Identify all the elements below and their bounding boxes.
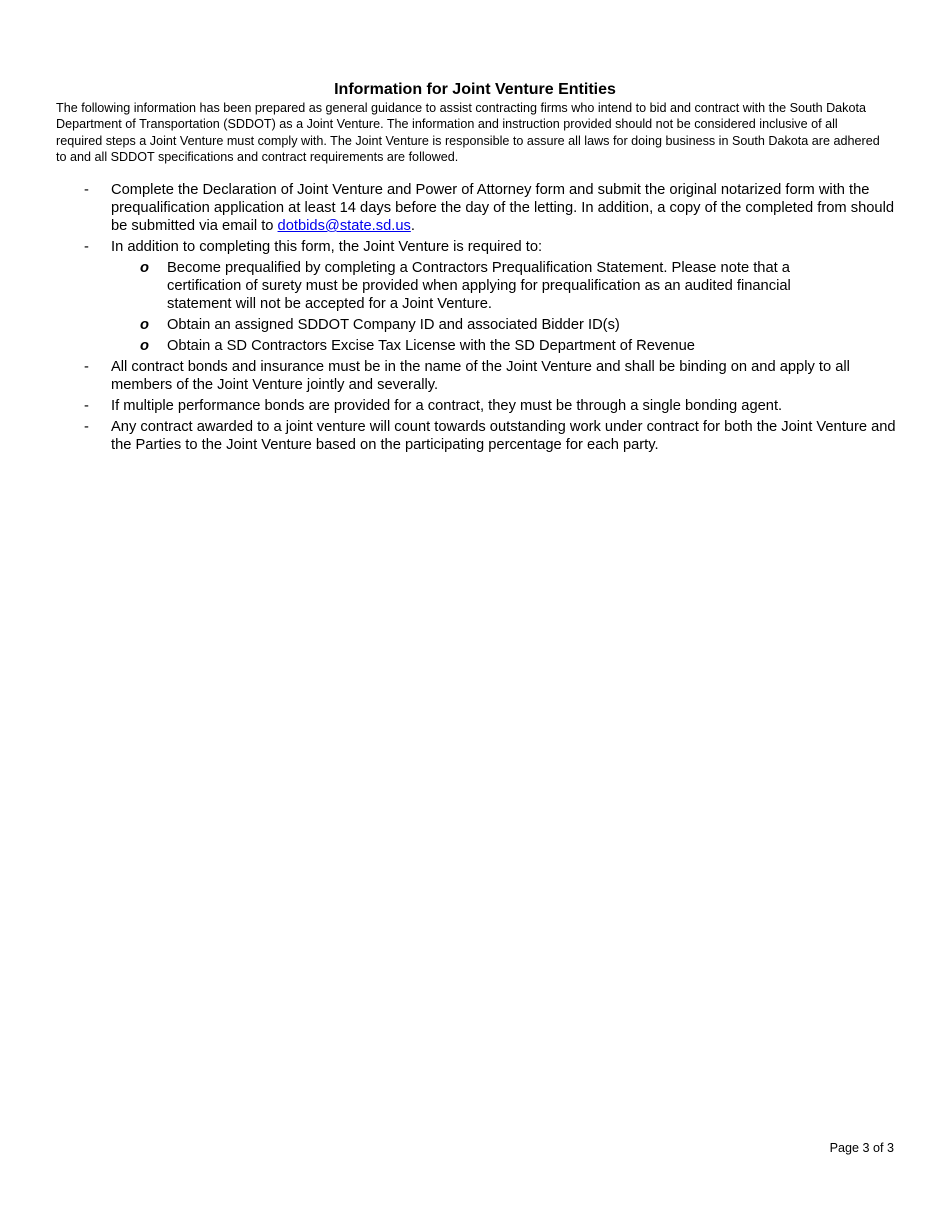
circle-bullet-icon: o	[140, 317, 149, 333]
list-item-text: Any contract awarded to a joint venture will count towards outstanding work under contract for both the Joint Venture and the Parties to the Joint Venture based on the participating percentage for each party.	[111, 419, 896, 453]
email-link[interactable]: dotbids@state.sd.us	[277, 218, 411, 234]
list-item-performance-bonds	[56, 397, 906, 415]
sub-item-prequalified	[111, 259, 847, 313]
list-item-contract-award	[56, 418, 906, 454]
page-title: Information for Joint Venture Entities	[334, 81, 616, 98]
list-item-text-end: .	[410, 218, 415, 234]
sub-item-company-id	[111, 316, 847, 334]
requirements-list	[56, 181, 906, 457]
list-item-bonds-insurance	[56, 358, 906, 394]
dash-bullet: -	[84, 419, 89, 435]
intro-paragraph: The following information has been prepared as general guidance to assist contracting firms who intend to bid and contract with the South Dakota Department of Transportation (SDDOT) as a Joint Venture. The information and instruction provided should not be considered inclusive of all required steps a Joint Venture must comply with. The Joint Venture is responsible to assure all laws for doing business in South Dakota are adhered to and all SDDOT specifications and contract requirements are followed.	[56, 101, 880, 165]
sub-item-text: Obtain an assigned SDDOT Company ID and associated Bidder ID(s)	[167, 317, 620, 333]
sub-item-text: Obtain a SD Contractors Excise Tax License with the SD Department of Revenue	[167, 338, 695, 354]
dash-bullet: -	[84, 359, 89, 375]
sub-requirements-list	[111, 259, 906, 355]
sub-item-tax-license	[111, 337, 847, 355]
sub-item-text: Become prequalified by completing a Contractors Prequalification Statement. Please note that a certification of surety must be provided when applying for prequalification as an audited financial statement will not be accepted for a Joint Venture.	[167, 260, 791, 312]
circle-bullet-icon: o	[140, 260, 149, 276]
dash-bullet: -	[84, 239, 89, 255]
dash-bullet: -	[84, 182, 89, 198]
dash-bullet: -	[84, 398, 89, 414]
list-item-text: Complete the Declaration of Joint Venture and Power of Attorney form and submit the original notarized form with the prequalification application at least 14 days before the day of the letting. In addition, a copy of the completed from should be submitted via email to	[111, 182, 895, 234]
page-number: Page 3 of 3	[829, 1141, 894, 1155]
list-item-text: If multiple performance bonds are provided for a contract, they must be through a single bonding agent.	[111, 398, 783, 414]
list-item-text: In addition to completing this form, the Joint Venture is required to:	[111, 239, 543, 255]
list-item-text: All contract bonds and insurance must be in the name of the Joint Venture and shall be binding on and apply to all members of the Joint Venture jointly and severally.	[111, 359, 850, 393]
circle-bullet-icon: o	[140, 338, 149, 354]
list-item-declaration	[56, 181, 906, 235]
list-item-requirements	[56, 238, 906, 355]
